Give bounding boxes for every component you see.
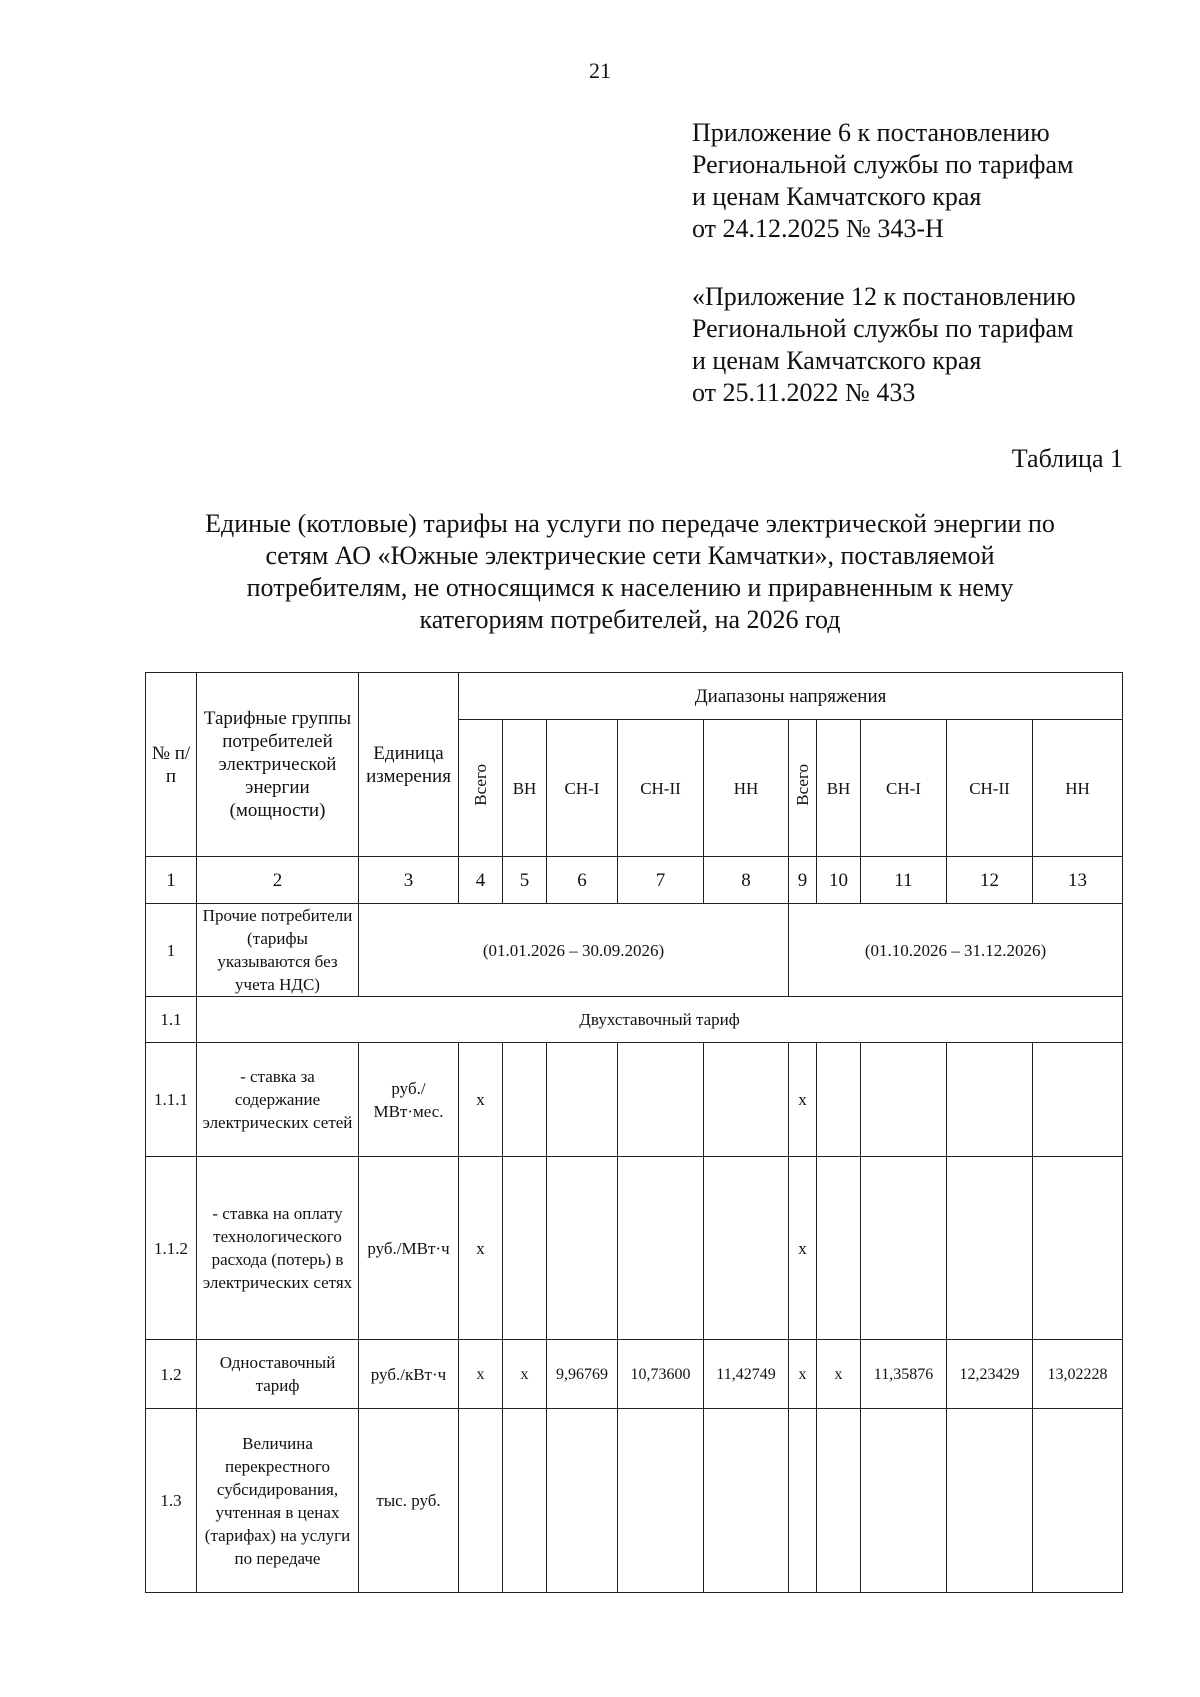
table-row — [146, 997, 1123, 1043]
value-cell — [547, 1157, 618, 1340]
value-cell: 9,96769 — [547, 1340, 618, 1409]
value-cell: x — [789, 1043, 817, 1157]
unit-cell: руб./МВт·ч — [359, 1157, 459, 1340]
value-cell — [1033, 1157, 1123, 1340]
column-number: 6 — [547, 857, 618, 904]
amended-appendix-reference — [692, 281, 1076, 409]
period-cell: (01.01.2026 – 30.09.2026) — [359, 904, 789, 997]
column-number: 4 — [459, 857, 503, 904]
value-cell — [704, 1409, 789, 1593]
appendix-line: Региональной службы по тарифам — [692, 314, 1074, 343]
header-level: СН-I — [861, 720, 947, 857]
table-row — [146, 1340, 1123, 1409]
table-label: Таблица 1 — [1011, 444, 1123, 473]
value-cell — [817, 1157, 861, 1340]
value-cell — [1033, 1043, 1123, 1157]
row-number: 1.1.1 — [146, 1043, 197, 1157]
value-cell: x — [789, 1157, 817, 1340]
column-number: 12 — [947, 857, 1033, 904]
value-cell — [503, 1409, 547, 1593]
header-level: СН-II — [618, 720, 704, 857]
appendix-line: от 25.11.2022 № 433 — [692, 378, 916, 407]
header-level: ВН — [503, 720, 547, 857]
row-name: Одноставочный тариф — [197, 1340, 359, 1409]
value-cell — [618, 1409, 704, 1593]
header-level: СН-I — [547, 720, 618, 857]
row-number: 1.1 — [146, 997, 197, 1043]
header-level — [459, 720, 503, 857]
value-cell: x — [503, 1340, 547, 1409]
column-number: 9 — [789, 857, 817, 904]
page-number: 21 — [589, 58, 611, 83]
value-cell — [704, 1157, 789, 1340]
column-number: 8 — [704, 857, 789, 904]
appendix-reference — [692, 117, 1073, 245]
value-cell — [1033, 1409, 1123, 1593]
value-cell: 11,42749 — [704, 1340, 789, 1409]
column-number: 10 — [817, 857, 861, 904]
value-cell — [618, 1043, 704, 1157]
header-number: № п/п — [146, 673, 197, 857]
table-row — [146, 1043, 1123, 1157]
value-cell: x — [459, 1043, 503, 1157]
header-level-text: Всего — [793, 764, 812, 806]
value-cell: 12,23429 — [947, 1340, 1033, 1409]
table-row — [146, 1157, 1123, 1340]
row-number: 1.3 — [146, 1409, 197, 1593]
value-cell — [817, 1043, 861, 1157]
row-name: - ставка на оплату технологического расхода (потерь) в электрических сетях — [197, 1157, 359, 1340]
row-number: 1.2 — [146, 1340, 197, 1409]
row-number: 1.1.2 — [146, 1157, 197, 1340]
unit-cell: руб./кВт·ч — [359, 1340, 459, 1409]
header-level — [789, 720, 817, 857]
header-tariff-groups: Тарифные группы потребителей электрической энергии (мощности) — [197, 673, 359, 857]
header-voltage-ranges: Диапазоны напряжения — [459, 673, 1123, 720]
unit-cell: руб./МВт·мес. — [359, 1043, 459, 1157]
column-numbers-row — [146, 857, 1123, 904]
title-line: потребителям, не относящимся к населению и приравненным к нему — [246, 573, 1014, 602]
column-number: 13 — [1033, 857, 1123, 904]
row-number: 1 — [146, 904, 197, 997]
header-level-text: Всего — [471, 764, 490, 806]
value-cell — [817, 1409, 861, 1593]
header-unit: Единица измерения — [359, 673, 459, 857]
value-cell — [947, 1157, 1033, 1340]
unit-cell: тыс. руб. — [359, 1409, 459, 1593]
value-cell: 10,73600 — [618, 1340, 704, 1409]
appendix-line: «Приложение 12 к постановлению — [692, 282, 1076, 311]
value-cell — [503, 1043, 547, 1157]
column-number: 3 — [359, 857, 459, 904]
period-cell: (01.10.2026 – 31.12.2026) — [789, 904, 1123, 997]
value-cell — [861, 1043, 947, 1157]
row-name: - ставка за содержание электрических сетей — [197, 1043, 359, 1157]
appendix-line: и ценам Камчатского края — [692, 182, 982, 211]
header-level: СН-II — [947, 720, 1033, 857]
column-number: 7 — [618, 857, 704, 904]
value-cell: x — [459, 1157, 503, 1340]
value-cell — [618, 1157, 704, 1340]
title-line: Единые (котловые) тарифы на услуги по передаче электрической энергии по — [205, 509, 1055, 538]
value-cell — [861, 1409, 947, 1593]
tariff-table — [145, 672, 1123, 1593]
document-title — [140, 508, 1120, 636]
value-cell — [704, 1043, 789, 1157]
table-row — [146, 904, 1123, 997]
appendix-line: и ценам Камчатского края — [692, 346, 982, 375]
value-cell — [861, 1157, 947, 1340]
appendix-line: Региональной службы по тарифам — [692, 150, 1074, 179]
header-level: НН — [1033, 720, 1123, 857]
value-cell — [547, 1409, 618, 1593]
column-number: 1 — [146, 857, 197, 904]
row-name: Двухставочный тариф — [197, 997, 1123, 1043]
header-level: ВН — [817, 720, 861, 857]
appendix-line: от 24.12.2025 № 343-Н — [692, 214, 944, 243]
value-cell — [503, 1157, 547, 1340]
value-cell: 13,02228 — [1033, 1340, 1123, 1409]
value-cell — [947, 1409, 1033, 1593]
value-cell — [547, 1043, 618, 1157]
value-cell: x — [817, 1340, 861, 1409]
value-cell — [789, 1409, 817, 1593]
table-row — [146, 1409, 1123, 1593]
header-level: НН — [704, 720, 789, 857]
value-cell: 11,35876 — [861, 1340, 947, 1409]
value-cell: x — [789, 1340, 817, 1409]
row-name: Величина перекрестного субсидирования, учтенная в ценах (тарифах) на услуги по передаче — [197, 1409, 359, 1593]
title-line: категориям потребителей, на 2026 год — [419, 605, 841, 634]
column-number: 2 — [197, 857, 359, 904]
row-name: Прочие потребители (тарифы указываются без учета НДС) — [197, 904, 359, 997]
column-number: 5 — [503, 857, 547, 904]
title-line: сетям АО «Южные электрические сети Камчатки», поставляемой — [265, 541, 995, 570]
value-cell — [459, 1409, 503, 1593]
value-cell: x — [459, 1340, 503, 1409]
column-number: 11 — [861, 857, 947, 904]
appendix-line: Приложение 6 к постановлению — [692, 118, 1050, 147]
value-cell — [947, 1043, 1033, 1157]
